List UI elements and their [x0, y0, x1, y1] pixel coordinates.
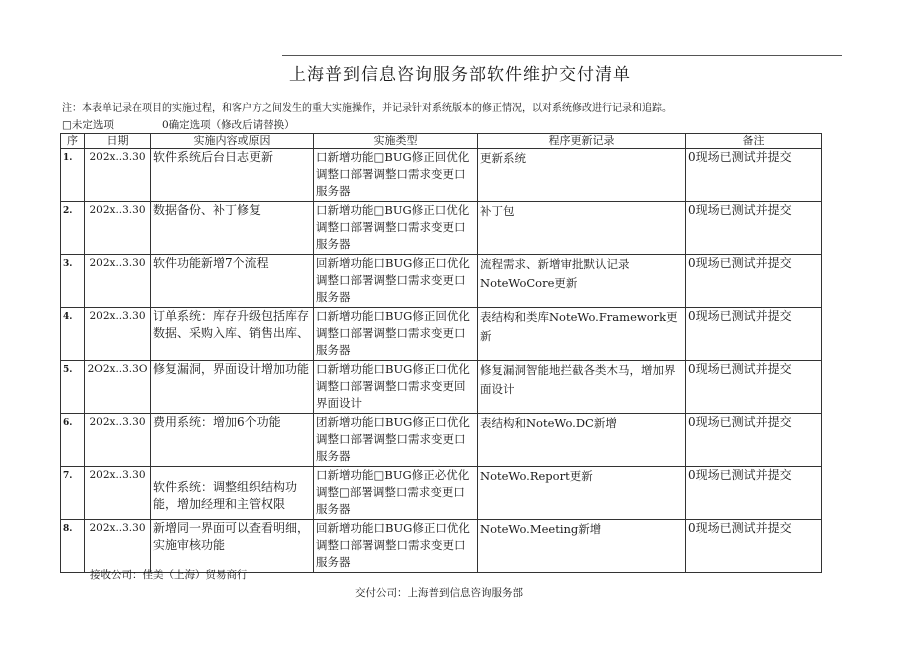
row-date: 202x..3.30 — [85, 202, 151, 255]
row-date: 202x..3.30 — [85, 414, 151, 467]
row-seq: 7. — [61, 467, 85, 520]
header-content: 实施内容或原因 — [151, 134, 314, 149]
row-date: 202x..3.30 — [85, 149, 151, 202]
row-record: 修复漏洞智能地拦截各类木马，增加界面设计 — [478, 361, 686, 414]
row-record: 表结构和NoteWo.DC新增 — [478, 414, 686, 467]
selected-option-label: 0确定选项（修改后请替换） — [162, 119, 295, 131]
row-record: NoteWo.Meeting新增 — [478, 520, 686, 573]
row-content: 软件系统后台日志更新 — [151, 149, 314, 202]
row-seq: 6. — [61, 414, 85, 467]
row-type: 回新增功能口BUG修正口优化调整口部署调整口需求变更口服务器 — [314, 255, 478, 308]
row-content: 软件系统：调整组织结构功能，增加经理和主管权限 — [151, 467, 314, 520]
table-row — [61, 308, 822, 361]
row-record: NoteWo.Report更新 — [478, 467, 686, 520]
row-type: 团新增功能口BUG修正口优化调整口部署调整口需求变更口服务器 — [314, 414, 478, 467]
receiver-company: 接收公司：佳美（上海）贸易商行 — [90, 569, 248, 581]
row-content: 新增同一界面可以查看明细，实施审核功能 — [151, 520, 314, 573]
row-remark: 0现场已测试并提交 — [686, 202, 822, 255]
row-date: 202x..3.30 — [85, 520, 151, 573]
row-content: 订单系统：库存升级包括库存数据、采购入库、销售出库、 — [151, 308, 314, 361]
row-seq: 4. — [61, 308, 85, 361]
row-record: 流程需求、新增审批默认记录NoteWoCore更新 — [478, 255, 686, 308]
header-type: 实施类型 — [314, 134, 478, 149]
page-title: 上海普到信息咨询服务部软件维护交付清单 — [289, 65, 631, 85]
table-row — [61, 202, 822, 255]
row-record: 更新系统 — [478, 149, 686, 202]
row-remark: 0现场已测试并提交 — [686, 361, 822, 414]
row-seq: 3. — [61, 255, 85, 308]
row-type: 口新增功能□BUG修正回优化调整口部署调整口需求变更口服务器 — [314, 149, 478, 202]
row-date: 202x..3.30 — [85, 308, 151, 361]
row-remark: 0现场已测试并提交 — [686, 467, 822, 520]
table-header-row — [61, 134, 822, 149]
row-seq: 2. — [61, 202, 85, 255]
header-date: 日期 — [85, 134, 151, 149]
row-remark: 0现场已测试并提交 — [686, 149, 822, 202]
row-type: 口新增功能口BUG修正口优化调整口部署调整口需求变更回界面设计 — [314, 361, 478, 414]
header-seq: 序 — [61, 134, 85, 149]
table-row — [61, 414, 822, 467]
row-type: 口新增功能□BUG修正口优化调整口部署调整口需求变更口服务器 — [314, 202, 478, 255]
form-note: 注：本表单记录在项目的实施过程，和客户方之间发生的重大实施操作，并记录针对系统版本的修正情况，以对系统修改进行记录和追踪。 — [62, 103, 672, 114]
header-remark: 备注 — [686, 134, 822, 149]
row-seq: 5. — [61, 361, 85, 414]
row-seq: 1. — [61, 149, 85, 202]
header-record: 程序更新记录 — [478, 134, 686, 149]
unselected-option-label: □未定选项 — [62, 119, 114, 131]
row-content: 数据备份、补丁修复 — [151, 202, 314, 255]
row-content: 费用系统：增加6个功能 — [151, 414, 314, 467]
row-type: 口新增功能口BUG修正回优化调整口部署调整口需求变更口服务器 — [314, 308, 478, 361]
deliverer-company: 交付公司：上海普到信息咨询服务部 — [355, 587, 523, 599]
row-content: 软件功能新增7个流程 — [151, 255, 314, 308]
row-seq: 8. — [61, 520, 85, 573]
row-remark: 0现场已测试并提交 — [686, 520, 822, 573]
row-record: 表结构和类库NoteWo.Framework更新 — [478, 308, 686, 361]
delivery-table — [60, 133, 822, 573]
row-remark: 0现场已测试并提交 — [686, 255, 822, 308]
row-content: 修复漏洞，界面设计增加功能 — [151, 361, 314, 414]
row-remark: 0现场已测试并提交 — [686, 308, 822, 361]
table-row — [61, 520, 822, 573]
row-date: 202x..3.30 — [85, 467, 151, 520]
table-row — [61, 255, 822, 308]
row-type: 回新增功能口BUG修正口优化调整口部署调整口需求变更口服务器 — [314, 520, 478, 573]
row-type: 口新增功能□BUG修正必优化调整□部署调整口需求变更口服务器 — [314, 467, 478, 520]
row-remark: 0现场已测试并提交 — [686, 414, 822, 467]
row-date: 202x..3.30 — [85, 255, 151, 308]
options-legend — [62, 117, 295, 132]
table-row — [61, 361, 822, 414]
row-record: 补丁包 — [478, 202, 686, 255]
table-row — [61, 467, 822, 520]
row-date: 2O2x..3.3O — [85, 361, 151, 414]
title-rule — [282, 55, 842, 56]
table-row — [61, 149, 822, 202]
